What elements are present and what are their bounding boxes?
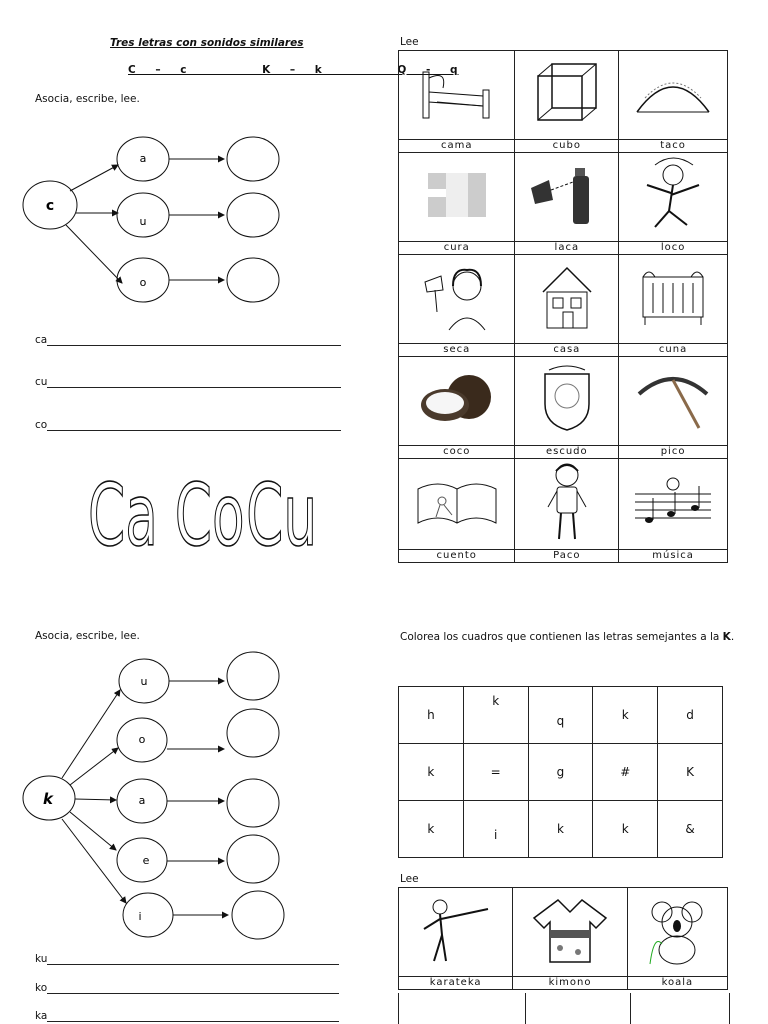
letter-cell-text: #: [620, 765, 631, 779]
outline-syllables: [88, 445, 318, 555]
letter-cell[interactable]: [593, 744, 658, 801]
spray-icon: [515, 153, 619, 242]
crazy-figure-icon: [619, 153, 728, 242]
letter-cell-text: k: [492, 694, 500, 708]
instruction-associate-c: Asocia, escribe, lee.: [35, 93, 140, 105]
bed-icon: [399, 51, 515, 140]
music-notes-icon: [619, 459, 728, 550]
picture-word: música: [619, 550, 728, 563]
letter-cell-text: g: [556, 765, 565, 779]
hair-dryer-girl-icon: [399, 255, 515, 344]
association-diagram-k: [0, 645, 300, 945]
vowel-letter: e: [142, 854, 150, 867]
picture-word: seca: [399, 344, 515, 357]
letter-cell[interactable]: [528, 801, 593, 858]
picture-word: kimono: [513, 977, 627, 990]
koala-icon: [627, 888, 727, 977]
picture-word: cura: [399, 242, 515, 255]
letter-cell[interactable]: [593, 801, 658, 858]
vowel-letter: i: [138, 910, 142, 923]
instruction-associate-k: Asocia, escribe, lee.: [35, 630, 140, 642]
writing-line-ko[interactable]: [35, 982, 339, 994]
letter-cell[interactable]: [399, 687, 464, 744]
syllable-label: ka: [35, 1010, 48, 1022]
bandage-icon: [399, 153, 515, 242]
read-label: Lee: [400, 36, 419, 48]
letter-cell[interactable]: [658, 687, 723, 744]
read-label: Lee: [400, 873, 419, 885]
vowel-letter: o: [139, 276, 147, 289]
center-letter: k: [43, 790, 53, 808]
answer-circle[interactable]: [227, 835, 279, 883]
letter-pairs: C – c K – k Q - q: [128, 64, 459, 76]
pickaxe-icon: [619, 357, 728, 446]
answer-circle[interactable]: [227, 709, 279, 757]
picture-word: loco: [619, 242, 728, 255]
writing-line-ku[interactable]: [35, 953, 339, 965]
letter-cell[interactable]: [399, 801, 464, 858]
syllable-label: cu: [35, 376, 48, 388]
syllable-label: co: [35, 419, 48, 431]
letter-cell-text: &: [685, 822, 695, 836]
picture-word: taco: [619, 140, 728, 153]
syllable-label: ca: [35, 334, 48, 346]
letter-cell-text: =: [490, 765, 501, 779]
book-icon: [399, 459, 515, 550]
read-table-k: [398, 887, 728, 990]
house-icon: [515, 255, 619, 344]
answer-circle[interactable]: [227, 779, 279, 827]
answer-circle[interactable]: [227, 137, 279, 181]
worksheet-title: Tres letras con sonidos similares: [110, 37, 304, 49]
picture-word: Paco: [515, 550, 619, 563]
letter-cell[interactable]: [463, 801, 528, 858]
letter-cell-text: K: [686, 765, 695, 779]
association-diagram-c: [0, 125, 300, 315]
center-letter: c: [45, 198, 55, 214]
letter-cell[interactable]: [399, 744, 464, 801]
letter-cell-text: k: [427, 822, 435, 836]
letter-cell[interactable]: [528, 687, 593, 744]
picture-word: coco: [399, 446, 515, 459]
outline-word: Ca: [88, 465, 158, 555]
letter-cell-text: k: [556, 822, 564, 836]
vowel-letter: a: [139, 152, 147, 165]
writing-line-ca[interactable]: [35, 334, 341, 346]
vowel-letter: a: [138, 794, 146, 807]
boy-icon: [515, 459, 619, 550]
read-table-c: [398, 50, 728, 563]
taco-icon: [619, 51, 728, 140]
vowel-letter: o: [138, 733, 146, 746]
writing-line-cu[interactable]: [35, 376, 341, 388]
writing-line-ka[interactable]: [35, 1010, 339, 1022]
letter-cell[interactable]: [463, 744, 528, 801]
kimono-icon: [513, 888, 627, 977]
coconut-icon: [399, 357, 515, 446]
color-instruction: Colorea los cuadros que contienen las letras semejantes a la K.: [400, 631, 735, 643]
vowel-letter: u: [140, 675, 148, 688]
picture-word: koala: [627, 977, 727, 990]
picture-word: laca: [515, 242, 619, 255]
vowel-circle: [123, 893, 173, 937]
writing-line-co[interactable]: [35, 419, 341, 431]
letter-cell[interactable]: [658, 744, 723, 801]
picture-word: cuna: [619, 344, 728, 357]
letter-cell[interactable]: [658, 801, 723, 858]
letter-cell-text: q: [556, 714, 565, 728]
letter-cell-text: i: [494, 828, 498, 842]
picture-word: escudo: [515, 446, 619, 459]
letter-cell-text: d: [686, 708, 694, 722]
letter-cell[interactable]: [528, 744, 593, 801]
karate-icon: [399, 888, 513, 977]
vowel-letter: u: [139, 215, 147, 228]
picture-word: karateka: [399, 977, 513, 990]
answer-circle[interactable]: [232, 891, 284, 939]
cube-icon: [515, 51, 619, 140]
picture-word: cama: [399, 140, 515, 153]
picture-word: casa: [515, 344, 619, 357]
letter-cell-text: k: [427, 765, 435, 779]
letter-cell[interactable]: [463, 687, 528, 744]
picture-word: pico: [619, 446, 728, 459]
crib-icon: [619, 255, 728, 344]
picture-word: cubo: [515, 140, 619, 153]
syllable-label: ku: [35, 953, 48, 965]
read-table-k-continuation: [398, 993, 730, 1024]
answer-circle[interactable]: [227, 652, 279, 700]
letter-cell-text: k: [621, 822, 629, 836]
letter-cell[interactable]: [593, 687, 658, 744]
picture-word: cuento: [399, 550, 515, 563]
answer-circle[interactable]: [227, 193, 279, 237]
letter-color-grid: [398, 686, 723, 858]
outline-word: Co: [174, 465, 245, 555]
outline-word: Cu: [246, 465, 318, 555]
shield-icon: [515, 357, 619, 446]
letter-cell-text: k: [621, 708, 629, 722]
syllable-label: ko: [35, 982, 48, 994]
answer-circle[interactable]: [227, 258, 279, 302]
letter-cell-text: h: [427, 708, 435, 722]
